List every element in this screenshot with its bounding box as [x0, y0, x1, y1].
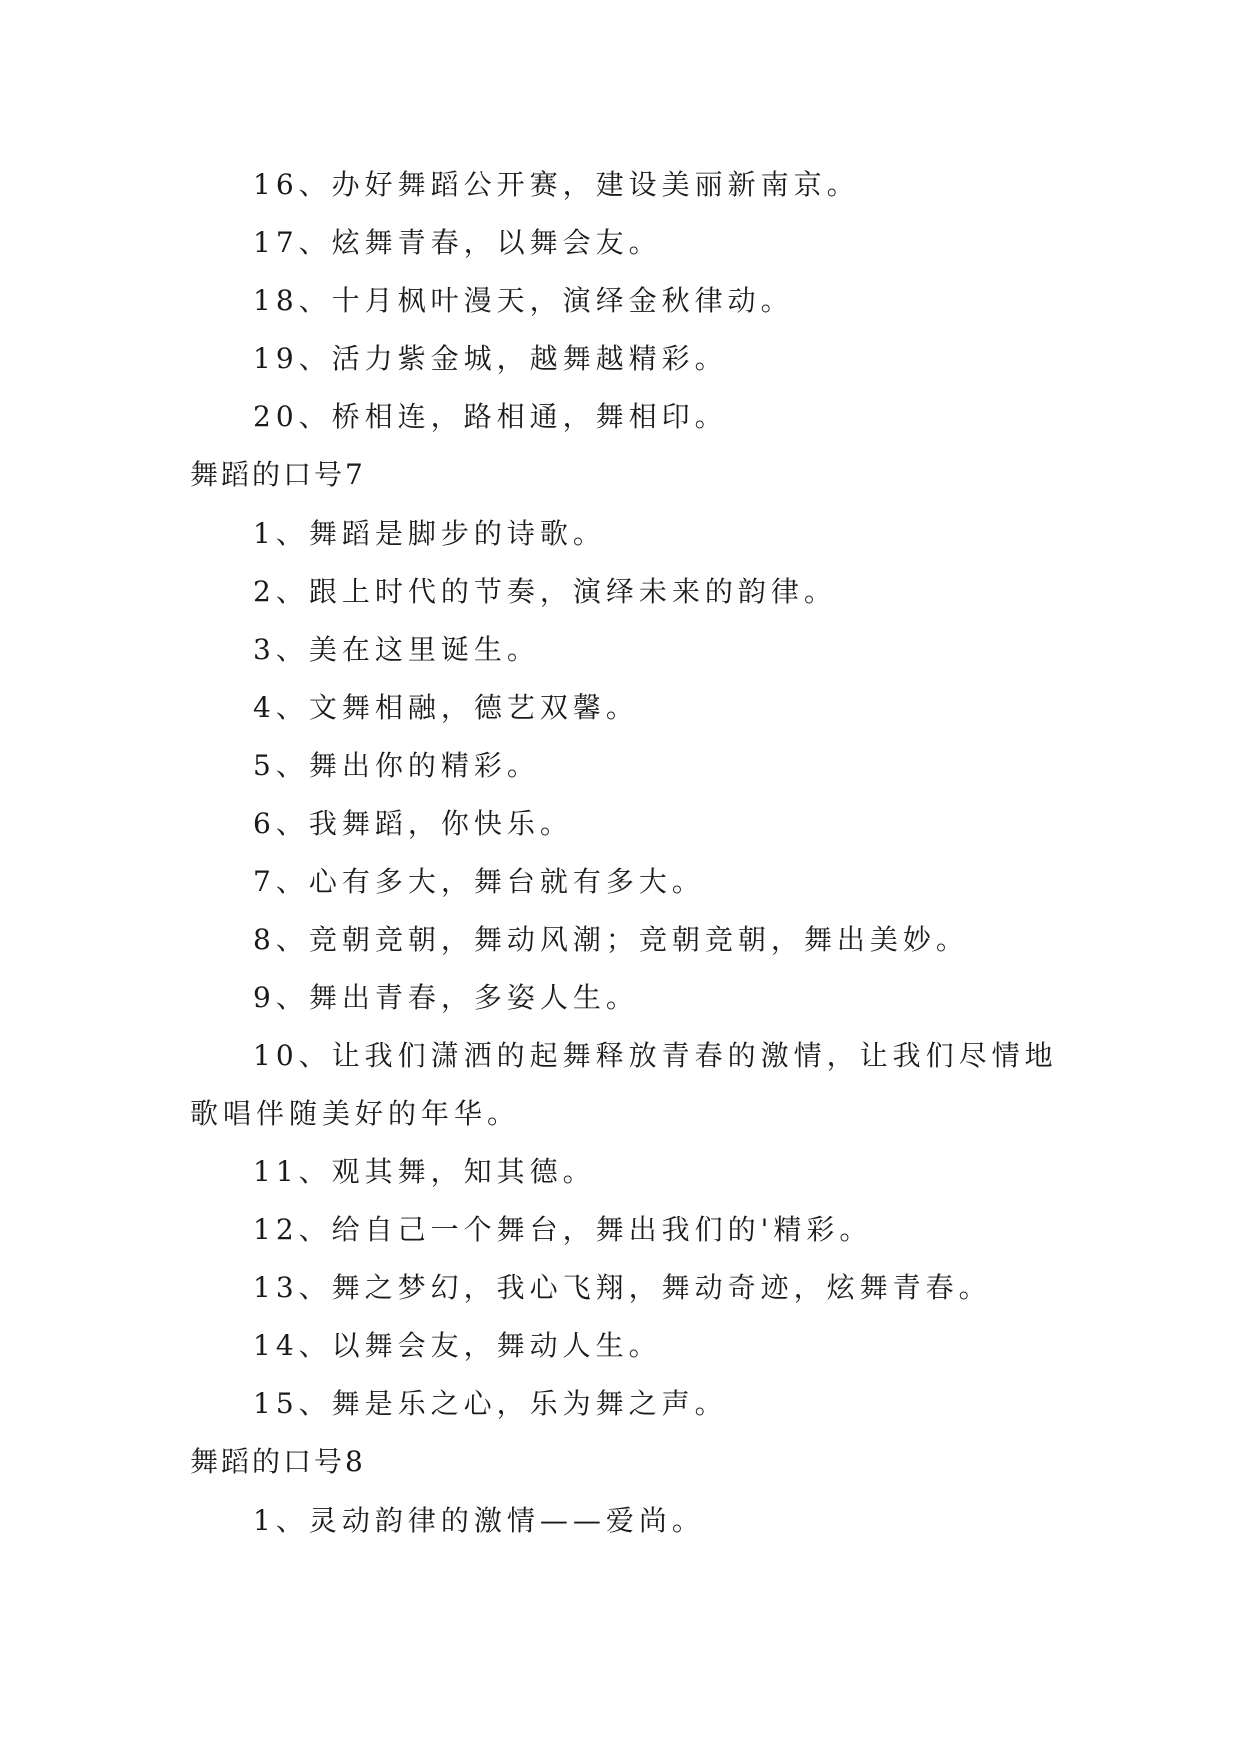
- slogan-line: 2、跟上时代的节奏，演绎未来的韵律。: [253, 575, 837, 608]
- slogan-line: 1、灵动韵律的激情——爱尚。: [253, 1504, 705, 1537]
- section-heading: 舞蹈的口号8: [190, 1445, 366, 1478]
- slogan-line: 10、让我们潇洒的起舞释放青春的激情，让我们尽情地: [253, 1039, 1058, 1072]
- slogan-line: 16、办好舞蹈公开赛，建设美丽新南京。: [253, 168, 860, 201]
- section-heading: 舞蹈的口号7: [190, 458, 366, 491]
- slogan-line: 19、活力紫金城，越舞越精彩。: [253, 342, 728, 375]
- slogan-line: 3、美在这里诞生。: [253, 633, 540, 666]
- slogan-line: 18、十月枫叶漫天，演绎金秋律动。: [253, 284, 794, 317]
- slogan-line: 1、舞蹈是脚步的诗歌。: [253, 517, 606, 550]
- slogan-line: 8、竞朝竞朝，舞动风潮；竞朝竞朝，舞出美妙。: [253, 923, 969, 956]
- slogan-line: 4、文舞相融，德艺双馨。: [253, 691, 639, 724]
- slogan-line: 5、舞出你的精彩。: [253, 749, 540, 782]
- slogan-line: 11、观其舞，知其德。: [253, 1155, 596, 1188]
- slogan-line: 20、桥相连，路相通，舞相印。: [253, 400, 728, 433]
- slogan-line: 9、舞出青春，多姿人生。: [253, 981, 639, 1014]
- slogan-line: 13、舞之梦幻，我心飞翔，舞动奇迹，炫舞青春。: [253, 1271, 992, 1304]
- slogan-line: 12、给自己一个舞台，舞出我们的'精彩。: [253, 1213, 873, 1246]
- slogan-line: 6、我舞蹈，你快乐。: [253, 807, 573, 840]
- slogan-line: 17、炫舞青春，以舞会友。: [253, 226, 662, 259]
- slogan-line: 7、心有多大，舞台就有多大。: [253, 865, 705, 898]
- slogan-line: 15、舞是乐之心，乐为舞之声。: [253, 1387, 728, 1420]
- slogan-line-continuation: 歌唱伴随美好的年华。: [190, 1097, 521, 1130]
- slogan-line: 14、以舞会友，舞动人生。: [253, 1329, 662, 1362]
